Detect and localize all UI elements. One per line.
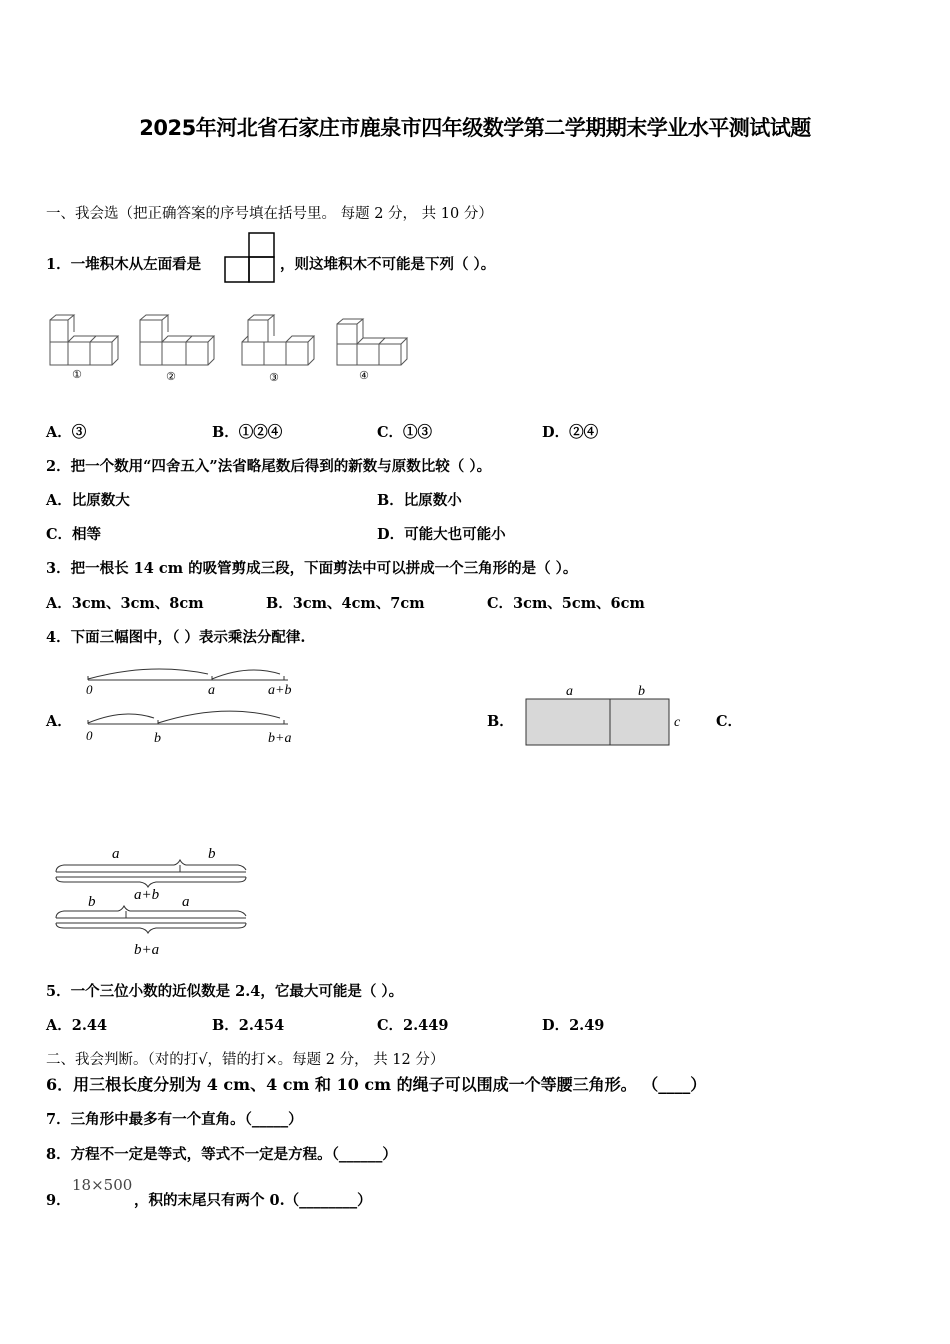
q4-option-b-label[interactable]: B． xyxy=(487,713,514,730)
q6-text: 6．用三根长度分别为 4 cm、4 cm 和 10 cm 的绳子可以围成一个等腰三角形。 （____） xyxy=(46,1075,707,1094)
q2-option-d[interactable]: D．可能大也可能小 xyxy=(377,526,506,543)
fig-a-label-apb: a+b xyxy=(268,683,292,698)
figure-label-2: ② xyxy=(166,370,176,383)
page-title: 2025年河北省石家庄市鹿泉市四年级数学第二学期期末学业水平测试试题 xyxy=(139,116,811,140)
section-1-heading: 一、我会选（把正确答案的序号填在括号里。 每题 2 分， 共 10 分） xyxy=(46,206,493,222)
q4-option-a-label[interactable]: A． xyxy=(46,713,72,730)
fig-a-label-bpa: b+a xyxy=(268,731,292,746)
block-figure-4 xyxy=(337,319,407,365)
block-figure-3 xyxy=(242,315,314,365)
q1-text-pre: 1．一堆积木从左面看是 xyxy=(46,256,202,273)
figure-label-3: ③ xyxy=(269,371,279,384)
fig-b-label-a: a xyxy=(566,684,573,699)
block-figure-1 xyxy=(50,315,118,365)
q5-option-a[interactable]: A．2.44 xyxy=(46,1017,108,1034)
fig-c-label-a-1: a xyxy=(112,846,120,862)
q2-text: 2．把一个数用“四舍五入”法省略尾数后得到的新数与原数比较（ ）。 xyxy=(46,458,492,475)
q7-text: 7．三角形中最多有一个直角。（_____） xyxy=(46,1111,303,1128)
q3-option-b[interactable]: B．3cm、4cm、7cm xyxy=(266,595,425,612)
q1-option-a[interactable]: A．③ xyxy=(46,424,87,441)
q5-text: 5．一个三位小数的近似数是 2.4，它最大可能是（ ）。 xyxy=(46,983,404,1000)
q4-text: 4．下面三幅图中，（ ）表示乘法分配律. xyxy=(46,629,306,646)
q4-figure-b-rectangle xyxy=(520,680,690,750)
q1-block-figures xyxy=(46,312,416,387)
fig-c-label-b-1: b xyxy=(208,846,216,862)
figure-label-1: ① xyxy=(72,368,82,381)
q9-number: 9． xyxy=(46,1192,71,1209)
fig-a-zero-2: 0 xyxy=(86,728,93,743)
q2-option-c[interactable]: C．相等 xyxy=(46,526,102,543)
q9-text: ，积的末尾只有两个 0.（________） xyxy=(134,1192,372,1209)
section-2-heading: 二、我会判断。（对的打√，错的打×。每题 2 分， 共 12 分） xyxy=(46,1052,445,1068)
q1-text-post: ，则这堆积木不可能是下列（ ）。 xyxy=(280,256,496,273)
fig-c-label-apb: a+b xyxy=(134,887,160,903)
q2-option-b[interactable]: B．比原数小 xyxy=(377,492,462,509)
fig-b-label-c: c xyxy=(674,715,681,730)
figure-label-4: ④ xyxy=(359,369,369,382)
q1-option-c[interactable]: C．①③ xyxy=(377,424,433,441)
q4-figure-a-number-lines xyxy=(84,662,314,747)
fig-c-label-b-2: b xyxy=(88,894,96,910)
q1-option-d[interactable]: D．②④ xyxy=(542,424,599,441)
q3-option-c[interactable]: C．3cm、5cm、6cm xyxy=(487,595,645,612)
q5-option-c[interactable]: C．2.449 xyxy=(377,1017,449,1034)
q5-option-b[interactable]: B．2.454 xyxy=(212,1017,285,1034)
q8-text: 8．方程不一定是等式，等式不一定是方程。（______） xyxy=(46,1146,397,1163)
q2-option-a[interactable]: A．比原数大 xyxy=(46,492,130,509)
fig-a-label-b: b xyxy=(154,731,161,746)
fig-c-label-a-2: a xyxy=(182,894,190,910)
q5-option-d[interactable]: D．2.49 xyxy=(542,1017,605,1034)
q1-option-b[interactable]: B．①②④ xyxy=(212,424,283,441)
q3-option-a[interactable]: A．3cm、3cm、8cm xyxy=(46,595,204,612)
q4-option-c-label[interactable]: C． xyxy=(716,713,743,730)
q4-figure-c-segments xyxy=(50,842,255,960)
q9-expression: 18×500 xyxy=(72,1176,133,1194)
block-figure-2 xyxy=(140,315,214,365)
q1-left-view-figure xyxy=(224,232,276,284)
fig-c-label-bpa: b+a xyxy=(134,942,160,958)
q3-text: 3．把一根长 14 cm 的吸管剪成三段，下面剪法中可以拼成一个三角形的是（ ）。 xyxy=(46,560,578,577)
fig-b-label-b: b xyxy=(638,684,645,699)
fig-a-label-a: a xyxy=(208,683,215,698)
fig-a-zero-1: 0 xyxy=(86,682,93,697)
